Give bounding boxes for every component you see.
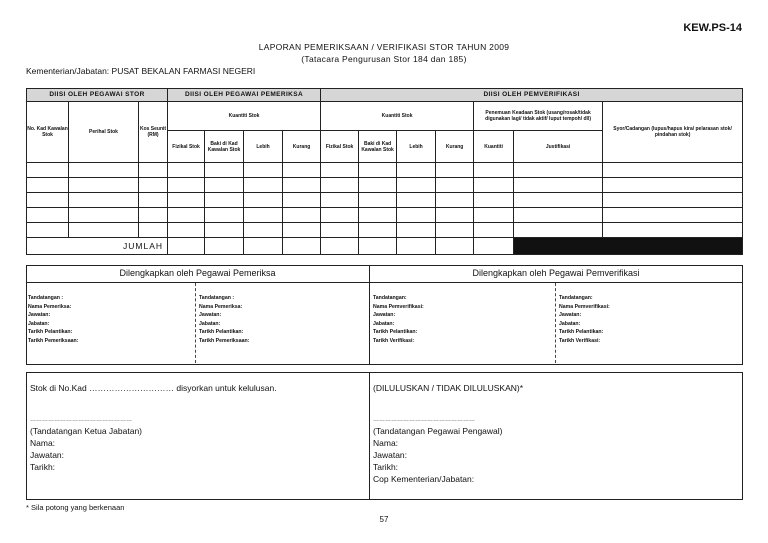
col-kuantiti: Kuantiti <box>474 131 514 163</box>
group-pemverifikasi: DIISI OLEH PEMVERIFIKASI <box>321 89 743 102</box>
col-kurang-1: Kurang <box>283 131 321 163</box>
col-lebih-2: Lebih <box>397 131 436 163</box>
blacked-out-cell <box>514 238 743 255</box>
dashed-divider <box>195 283 196 363</box>
divider <box>369 372 370 499</box>
field-tarikh-pelantikan: Tarikh Pelantikan: <box>199 329 244 336</box>
signature-dots: …………………………………………… <box>30 417 132 423</box>
field-nama: Nama Pemverifikasi: <box>373 303 424 310</box>
pemverifikasi-fields-1 <box>373 294 424 346</box>
field-tandatangan: Tandatangan : <box>199 295 235 301</box>
field-tarikh: Tarikh: <box>30 462 56 472</box>
field-tarikh-pemeriksaan: Tarikh Pemeriksaan: <box>28 337 79 344</box>
divider <box>369 265 370 364</box>
footnote: * Sila potong yang berkenaan <box>26 503 125 512</box>
stock-table <box>26 88 743 255</box>
col-kos: Kos Seunit (RM) <box>139 102 168 163</box>
col-syor: Syor/Cadangan (lupus/hapus kira/ pelarasan stok/ pindahan stok) <box>603 102 743 163</box>
field-jabatan: Jabatan: <box>199 320 221 327</box>
table-row <box>27 193 743 208</box>
table-row <box>27 208 743 223</box>
col-baki-1: Baki di Kad Kawalan Stok <box>205 131 244 163</box>
pemeriksa-title: Dilengkapkan oleh Pegawai Pemeriksa <box>119 268 276 278</box>
col-penemuan: Penemuan Keadaan Stok (usang/rosak/tidak digunakan lagi/ tidak aktif/ luput tempoh/ dll) <box>474 102 603 131</box>
field-nama: Nama: <box>30 438 56 448</box>
field-jawatan: Jawatan: <box>559 312 582 319</box>
jumlah-label: JUMLAH <box>27 238 168 255</box>
field-tandatangan: Tandatangan: <box>373 295 407 301</box>
field-tandatangan: Tandatangan: <box>559 295 593 301</box>
field-tarikh-pelantikan: Tarikh Pelantikan: <box>28 329 73 336</box>
group-pegawai-stor: DIISI OLEH PEGAWAI STOR <box>27 89 168 102</box>
col-lebih-1: Lebih <box>244 131 283 163</box>
field-tarikh: Tarikh: <box>373 462 399 472</box>
col-kuantiti-stok-pemeriksa: Kuantiti Stok <box>168 102 321 131</box>
pemeriksa-fields-2 <box>199 294 249 346</box>
signature-dots: …………………………………………… <box>373 417 475 423</box>
table-row <box>27 178 743 193</box>
field-cop: Cop Kementerian/Jabatan: <box>373 474 475 484</box>
dashed-divider <box>555 283 556 363</box>
pemeriksa-fields-1 <box>28 294 78 346</box>
subtitle-line: (Tatacara Pengurusan Stor 184 dan 185) <box>301 54 467 64</box>
col-no-kad: No. Kad Kawalan Stok <box>27 102 69 163</box>
approval-left-line: Stok di No.Kad ………………………… disyorkan untuk kelulusan. <box>30 383 277 393</box>
table-row <box>27 163 743 178</box>
approval-right-details <box>373 425 502 485</box>
col-fizikal-1: Fizikal Stok <box>168 131 205 163</box>
jumlah-row <box>27 238 743 255</box>
field-jawatan: Jawatan: <box>373 450 408 460</box>
pemverifikasi-title: Dilengkapkan oleh Pegawai Pemverifikasi <box>472 268 640 278</box>
field-nama: Nama Pemverifikasi: <box>559 303 610 310</box>
sign-pegawai-pengawal: (Tandatangan Pegawai Pengawal) <box>373 426 503 436</box>
field-jawatan: Jawatan: <box>30 450 65 460</box>
field-jawatan: Jawatan: <box>28 312 51 319</box>
pemverifikasi-fields-2 <box>559 294 610 346</box>
title-line: LAPORAN PEMERIKSAAN / VERIFIKASI STOR TAHUN 2009 <box>258 42 510 52</box>
field-tarikh-pemeriksaan: Tarikh Pemeriksaan: <box>199 337 250 344</box>
field-jabatan: Jabatan: <box>28 320 50 327</box>
table-row <box>27 223 743 238</box>
col-perihal: Perihal Stok <box>69 102 139 163</box>
field-tarikh-pelantikan: Tarikh Pelantikan: <box>373 329 418 336</box>
field-jabatan: Jabatan: <box>559 320 581 327</box>
field-nama: Nama: <box>373 438 399 448</box>
field-tarikh-verifikasi: Tarikh Verifikasi: <box>559 337 601 344</box>
sign-ketua-jabatan: (Tandatangan Ketua Jabatan) <box>30 426 143 436</box>
col-justifikasi: Justifikasi <box>514 131 603 163</box>
form-code: KEW.PS-14 <box>683 22 742 34</box>
col-kuantiti-stok-pemverifikasi: Kuantiti Stok <box>321 102 474 131</box>
field-tarikh-verifikasi: Tarikh Verifikasi: <box>373 337 415 344</box>
field-jawatan: Jawatan: <box>199 312 222 319</box>
field-jawatan: Jawatan: <box>373 312 396 319</box>
divider <box>26 282 742 283</box>
group-pemeriksa: DIISI OLEH PEGAWAI PEMERIKSA <box>168 89 321 102</box>
ministry-line: Kementerian/Jabatan: PUSAT BEKALAN FARMASI NEGERI <box>26 66 256 76</box>
field-tandatangan: Tandatangan : <box>28 295 64 301</box>
field-jabatan: Jabatan: <box>373 320 395 327</box>
field-nama: Nama Pemeriksa: <box>199 303 243 310</box>
col-baki-2: Baki di Kad Kawalan Stok <box>359 131 397 163</box>
col-kurang-2: Kurang <box>436 131 474 163</box>
field-tarikh-pelantikan: Tarikh Pelantikan: <box>559 329 604 336</box>
report-title <box>0 41 768 65</box>
col-fizikal-2: Fizikal Stok <box>321 131 359 163</box>
field-nama: Nama Pemeriksa: <box>28 303 72 310</box>
approval-right-line: (DILULUSKAN / TIDAK DILULUSKAN)* <box>373 383 524 393</box>
page-number: 57 <box>379 515 389 524</box>
approval-left-details <box>30 425 142 473</box>
